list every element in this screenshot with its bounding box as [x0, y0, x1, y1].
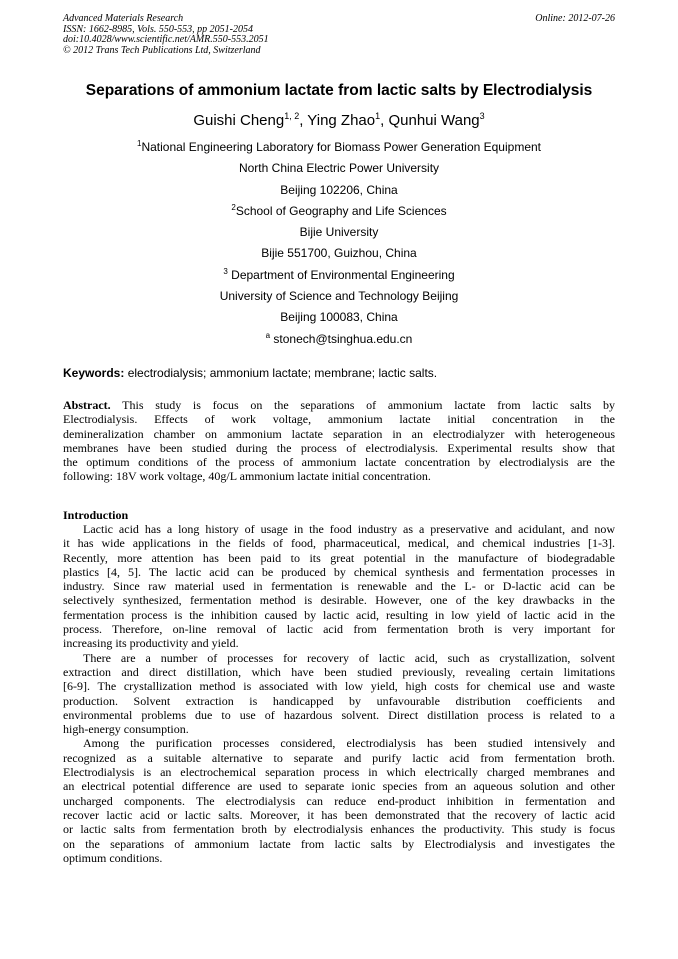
- text-line: Lactic acid has a long history of usage in the food industry as a preservative and acidulant, and now: [83, 522, 615, 536]
- text-line: There are a number of processes for recovery of lactic acid, such as crystallization, solvent: [83, 650, 615, 665]
- keywords-line: [63, 366, 615, 380]
- author-affiliation-mark: 3: [479, 111, 485, 121]
- text-line: membranes have been studied during the process of electrodialysis. Experimental results show that: [63, 440, 615, 455]
- affiliation-text: National Engineering Laboratory for Biomass Power Generation Equipment: [141, 140, 541, 154]
- affiliation-text: North China Electric Power University: [238, 161, 440, 176]
- text-line: fermentation process is the inhibition caused by lactic acid, resulting in low yield of lactic acid in the: [63, 607, 615, 622]
- affiliation-block: [0, 137, 678, 350]
- text-line: extraction and direct distillation, which have been studied previously, revealing certain limitations: [63, 664, 615, 679]
- text-line: recognized as a suitable alternative to separate and purify lactic acid from fermentation broth.: [63, 750, 615, 765]
- online-date: Online: 2012-07-26: [535, 13, 615, 24]
- affiliation-line: [0, 243, 678, 264]
- text-line: it has wide applications in the fields of food, pharmaceutical, medical, and chemical industries [1-3].: [63, 536, 615, 551]
- abstract-label: Abstract.: [63, 398, 111, 412]
- affiliation-line: [0, 286, 678, 307]
- keywords-label: Keywords:: [63, 366, 125, 380]
- text-line: following: 18V work voltage, 40g/L ammonium lactate initial concentration.: [63, 469, 431, 484]
- text-line: recover lactic acid or lactic salts. Moreover, it has been demonstrated that the recovery of lactic acid: [63, 807, 615, 822]
- abstract-paragraph: [63, 398, 615, 484]
- author-name: Guishi Cheng: [193, 112, 285, 129]
- author-separator: ,: [380, 112, 389, 129]
- keywords-text: electrodialysis; ammonium lactate; membrane; lactic salts.: [124, 366, 438, 380]
- text-line: demineralization chamber on ammonium lactate separation in an electrodialyzer with heterogeneous: [63, 426, 615, 441]
- paper-title: Separations of ammonium lactate from lactic salts by Electrodialysis: [85, 82, 593, 99]
- journal-header: [63, 14, 615, 56]
- author-affiliation-mark: 1, 2: [284, 111, 300, 121]
- affiliation-line: [0, 265, 678, 286]
- text-line: environmental problems due to use of hazardous solvent. Direct distillation process is related to a: [63, 707, 615, 722]
- paragraph: [63, 736, 615, 865]
- text-line: Electrodialysis is an electrochemical separation process in which electrically charged membranes and: [63, 765, 615, 780]
- paragraph: [63, 651, 615, 737]
- text-line: Recently, more attention has been paid to its great potential in the manufacture of biodegradable: [63, 550, 615, 565]
- text-line: on the separations of ammonium lactate from lactic salts by Electrodialysis and investigates the: [63, 836, 615, 851]
- affiliation-line: [0, 307, 678, 328]
- doi-line: doi:10.4028/www.scientific.net/AMR.550-553.2051: [63, 34, 269, 45]
- text-line: selectively synthesized, fermentation method is desirable. However, one of the key drawbacks in the: [63, 593, 615, 608]
- journal-name: Advanced Materials Research: [63, 13, 184, 24]
- affiliation-text: Bijie 551700, Guizhou, China: [261, 246, 417, 261]
- text-line: process. Therefore, on-line removal of lactic acid from fermentation broth is very important for: [63, 622, 615, 637]
- affiliation-line: [0, 180, 678, 201]
- author-affiliation-mark: 1: [375, 111, 381, 121]
- affiliation-text: Beijing 100083, China: [280, 310, 398, 325]
- affiliation-mark: 2: [231, 202, 236, 212]
- author-separator: ,: [299, 112, 308, 129]
- author-name: Ying Zhao: [307, 112, 376, 129]
- affiliation-text: Bijie University: [299, 225, 379, 240]
- affiliation-mark: 1: [136, 139, 142, 148]
- affiliation-text: Beijing 102206, China: [280, 182, 398, 197]
- abstract-text: This study is focus on the separations of ammonium lactate from lactic salts by: [110, 398, 615, 412]
- affiliation-line: [0, 137, 678, 158]
- text-line: Among the purification processes considered, electrodialysis has been studied intensively and: [83, 736, 615, 751]
- author-name: Qunhui Wang: [388, 112, 480, 129]
- copyright-line: © 2012 Trans Tech Publications Ltd, Switzerland: [63, 44, 261, 56]
- affiliation-line: [0, 222, 678, 243]
- affiliation-mark: 3: [223, 266, 228, 276]
- affiliation-mark: a: [265, 330, 271, 340]
- text-line: plastics [4, 5]. The lactic acid can be produced by chemical synthesis and fermentation processes in: [63, 564, 615, 579]
- affiliation-line: [0, 201, 678, 222]
- text-line: [6-9]. The crystallization method is associated with low yield, high costs for chemical use and waste: [63, 679, 615, 694]
- text-line: high-energy consumption.: [63, 722, 189, 737]
- text-line: or lactic salts from fermentation broth by electrodialysis enhances the productivity. This study is focus: [63, 822, 615, 837]
- author-list: [0, 112, 678, 129]
- text-line: production. Solvent extraction is handicapped by unfavourable distribution coefficients and: [63, 693, 615, 708]
- text-line: industry. Since raw material used in fermentation is renewable and the L- or D-lactic acid can be: [63, 579, 615, 594]
- text-line: increasing its productivity and yield.: [63, 636, 239, 651]
- text-line: the optimum conditions of the process of ammonium lactate concentration by electrodialysis are the: [63, 455, 615, 470]
- text-line: optimum conditions.: [63, 850, 163, 865]
- introduction-body: [63, 522, 615, 865]
- affiliation-text: School of Geography and Life Sciences: [235, 203, 447, 218]
- affiliation-text: Department of Environmental Engineering: [227, 267, 455, 282]
- paragraph: [63, 522, 615, 651]
- introduction-heading: Introduction: [63, 508, 129, 522]
- author-email: stonech@tsinghua.edu.cn: [270, 331, 413, 346]
- text-line: uncharged components. The electrodialysis can reduce end-product inhibition in fermentation and: [63, 793, 615, 808]
- issn-line: ISSN: 1662-8985, Vols. 550-553, pp 2051-2054: [63, 23, 253, 35]
- text-line: [63, 398, 615, 412]
- email-line: [0, 329, 678, 350]
- text-line: an electrical potential difference are used to separate ionic species from an aqueous solution and other: [63, 779, 615, 794]
- affiliation-line: [0, 158, 678, 179]
- affiliation-text: University of Science and Technology Beijing: [219, 289, 459, 304]
- text-line: Electrodialysis. Effects of work voltage, ammonium lactate initial concentration in the: [63, 412, 615, 427]
